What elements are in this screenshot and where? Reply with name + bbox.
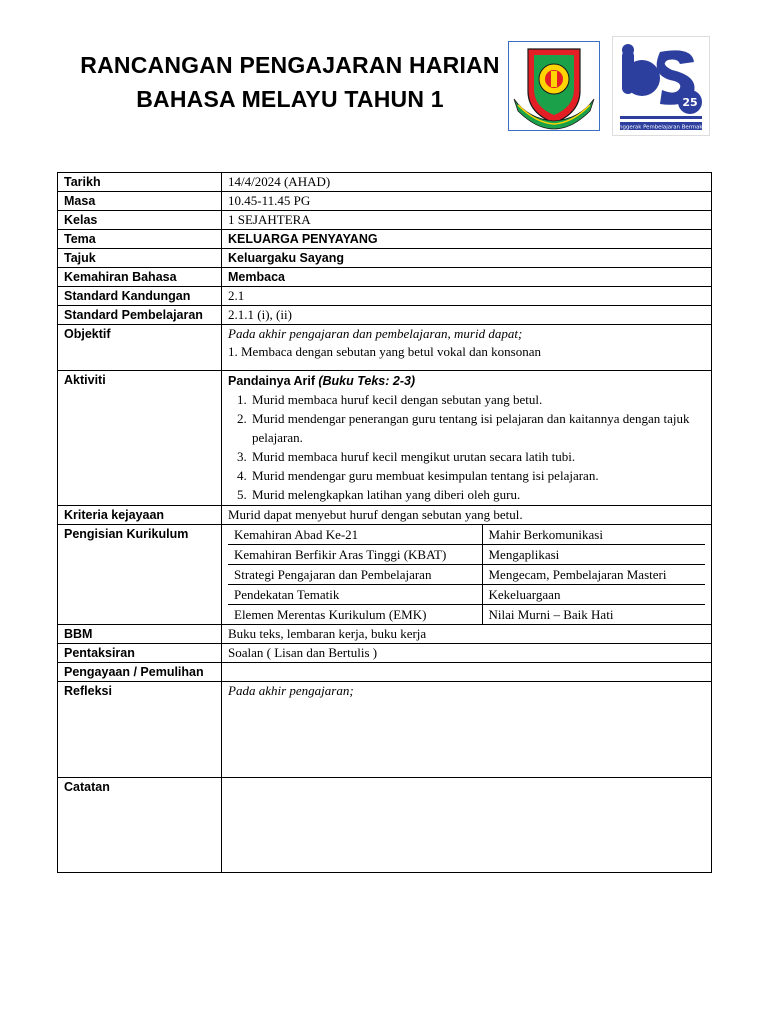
label-catatan: Catatan (58, 778, 222, 873)
aktiviti-list (228, 390, 705, 504)
pengisian-key: Strategi Pengajaran dan Pembelajaran (228, 565, 482, 585)
label-masa: Masa (58, 192, 222, 211)
row-tajuk (58, 249, 712, 268)
row-pengisian-kurikulum (58, 525, 712, 625)
objektif-intro: Pada akhir pengajaran dan pembelajaran, murid dapat; (228, 326, 523, 341)
value-kriteria-kejayaan: Murid dapat menyebut huruf dengan sebutan yang betul. (222, 506, 712, 525)
value-bbm: Buku teks, lembaran kerja, buku kerja (222, 625, 712, 644)
pengisian-key: Elemen Merentas Kurikulum (EMK) (228, 605, 482, 625)
pengisian-key: Kemahiran Berfikir Aras Tinggi (KBAT) (228, 545, 482, 565)
value-tajuk: Keluargaku Sayang (222, 249, 712, 268)
title-line-1: RANCANGAN PENGAJARAN HARIAN (80, 52, 500, 78)
value-aktiviti (222, 371, 712, 506)
value-standard-pembelajaran: 2.1.1 (i), (ii) (222, 306, 712, 325)
value-kemahiran-bahasa: Membaca (222, 268, 712, 287)
row-standard-kandungan (58, 287, 712, 306)
row-tarikh (58, 173, 712, 192)
row-kelas (58, 211, 712, 230)
row-bbm (58, 625, 712, 644)
lesson-plan-table (57, 172, 712, 873)
row-masa (58, 192, 712, 211)
row-catatan (58, 778, 712, 873)
pengisian-key: Kemahiran Abad Ke-21 (228, 525, 482, 545)
label-kemahiran-bahasa: Kemahiran Bahasa (58, 268, 222, 287)
value-tema: KELUARGA PENYAYANG (222, 230, 712, 249)
pengisian-subtable (228, 525, 705, 624)
aktiviti-heading (228, 372, 705, 390)
label-refleksi: Refleksi (58, 682, 222, 778)
row-pengayaan-pemulihan (58, 663, 712, 682)
aktiviti-item: 4. Murid mendengar guru membuat kesimpulan tentang isi pelajaran. (250, 466, 705, 485)
objektif-item: 1. Membaca dengan sebutan yang betul vokal dan konsonan (228, 344, 541, 359)
value-kelas: 1 SEJAHTERA (222, 211, 712, 230)
row-pentaksiran (58, 644, 712, 663)
label-pengayaan-pemulihan: Pengayaan / Pemulihan (58, 663, 222, 682)
pengisian-row (228, 605, 705, 625)
label-standard-kandungan: Standard Kandungan (58, 287, 222, 306)
label-pengisian-kurikulum: Pengisian Kurikulum (58, 525, 222, 625)
pengisian-value: Mengaplikasi (482, 545, 705, 565)
value-standard-kandungan: 2.1 (222, 287, 712, 306)
title-line-2: BAHASA MELAYU TAHUN 1 (136, 86, 444, 112)
label-objektif: Objektif (58, 325, 222, 371)
logo-caption: Penggerak Pembelajaran Bermakna (612, 124, 710, 131)
label-tema: Tema (58, 230, 222, 249)
pengisian-row (228, 565, 705, 585)
aktiviti-heading-title: Pandainya Arif (228, 374, 316, 388)
label-standard-pembelajaran: Standard Pembelajaran (58, 306, 222, 325)
label-kelas: Kelas (58, 211, 222, 230)
row-kriteria-kejayaan (58, 506, 712, 525)
pengisian-value: Nilai Murni – Baik Hati (488, 607, 614, 622)
label-aktiviti: Aktiviti (58, 371, 222, 506)
page-title (60, 48, 520, 116)
label-bbm: BBM (58, 625, 222, 644)
value-pentaksiran: Soalan ( Lisan dan Bertulis ) (222, 644, 712, 663)
value-masa: 10.45-11.45 PG (222, 192, 712, 211)
row-objektif (58, 325, 712, 371)
pengisian-value: Mahir Berkomunikasi (482, 525, 705, 545)
anniversary-25-logo (612, 36, 710, 136)
row-refleksi (58, 682, 712, 778)
pengisian-key: Pendekatan Tematik (228, 585, 482, 605)
value-pengisian-kurikulum (222, 525, 712, 625)
pengisian-row (228, 545, 705, 565)
label-kriteria-kejayaan: Kriteria kejayaan (58, 506, 222, 525)
school-crest-logo (508, 41, 600, 131)
row-kemahiran-bahasa (58, 268, 712, 287)
value-tarikh: 14/4/2024 (AHAD) (222, 173, 712, 192)
pengisian-value: Kekeluargaan (482, 585, 705, 605)
aktiviti-item: 2. Murid mendengar penerangan guru tentang isi pelajaran dan kaitannya dengan tajuk pelajaran. (250, 409, 705, 447)
row-tema (58, 230, 712, 249)
pengisian-value: Mengecam, Pembelajaran Masteri (482, 565, 705, 585)
label-tarikh: Tarikh (58, 173, 222, 192)
value-catatan (222, 778, 712, 873)
aktiviti-item: 3. Murid membaca huruf kecil mengikut urutan secara latih tubi. (250, 447, 705, 466)
aktiviti-item: 1. Murid membaca huruf kecil dengan sebutan yang betul. (250, 390, 705, 409)
row-aktiviti (58, 371, 712, 506)
value-pengayaan-pemulihan (222, 663, 712, 682)
value-objektif (222, 325, 712, 371)
aktiviti-item: 5. Murid melengkapkan latihan yang diberi oleh guru. (250, 485, 705, 504)
row-standard-pembelajaran (58, 306, 712, 325)
logo-number: 25 (682, 96, 698, 109)
label-tajuk: Tajuk (58, 249, 222, 268)
pengisian-row (228, 525, 705, 545)
value-refleksi: Pada akhir pengajaran; (222, 682, 712, 778)
aktiviti-heading-ref: (Buku Teks: 2-3) (318, 374, 416, 388)
label-pentaksiran: Pentaksiran (58, 644, 222, 663)
pengisian-row (228, 585, 705, 605)
